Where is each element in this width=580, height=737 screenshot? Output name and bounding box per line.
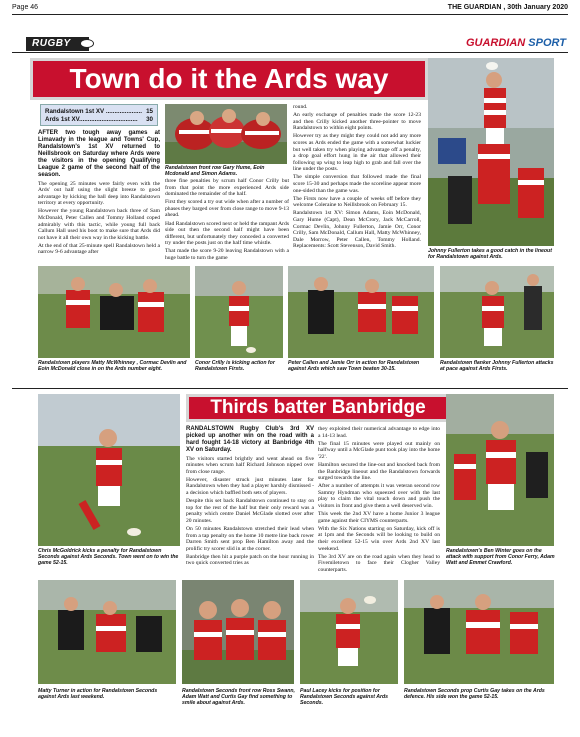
photo-front-row <box>165 104 287 164</box>
caption-ben-winter: Randalstown's Ben Winter goes on the attack with support from Conor Ferry, Adam Watt and Emmet Crawford. <box>446 548 555 566</box>
scorebox <box>40 104 158 126</box>
header-rule <box>12 14 568 15</box>
photo-crilly-kicking <box>195 266 283 358</box>
photo-front-row-seconds <box>182 580 294 684</box>
brand-left: GUARDIAN <box>465 37 526 49</box>
rugby-ball-icon <box>80 39 94 48</box>
caption-callen-orr: Peter Callen and Jamie Orr in action for Randalstown against Ards which saw Town beaten 30-15. <box>288 360 420 372</box>
photo-paul-lacey <box>300 580 398 684</box>
photo-fullerton-attack <box>440 266 554 358</box>
headline-2: Thirds batter Banbridge <box>186 394 450 422</box>
caption-curtis-gay: Randalstown Seconds prop Curtis Gay takes on the Ards defence. His side won the game 52-15. <box>404 688 545 700</box>
caption-front-row-seconds: Randalstown Seconds front row Ross Swann, Adam Watt and Curtis Gay find something to smile about against Ards. <box>182 688 295 706</box>
caption-fullerton-attack: Randalstown flanker Johnny Fullerton attacks at pace against Ards Firsts. <box>440 360 554 372</box>
article2-column-2: they exploited their numerical advantage to edge into a 14-13 lead. The final 15 minutes were played out mainly on halfway until a McGlade punt took play into the home '22'. Hamilton secured the line-out and knocked back from the Banbridge lineout and the Randalstown forwards surged towards the line. After a number of attempts it was veteran second row Sammy Hyndman who squeezed over with the last play to claim the vital touch down and push the visitors in front and give them a well deserved win. This week the 2nd XV have a home Junior 3 league game against their CIYMS counterparts. With the Six Nations starting on Saturday, kick off is at 1pm and the Seconds will be looking to build on their excellent 52-15 win over Ards 2nd XV last weekend. The 3rd XV are on the road again when they head to Fivemiletown to face their Clogher Valley counterparts. <box>318 426 440 573</box>
headline-1: Town do it the Ards way <box>30 58 428 100</box>
caption-crilly-kicking: Conor Crilly is kicking action for Randalstown Firsts. <box>195 360 275 372</box>
article2-column-1: RANDALSTOWN Rugby Club's 3rd XV picked up another win on the road with a hard fought 14-18 victory at Banbridge 4th XV on Saturday. The visitors started brightly and went ahead on five minutes when scrum half Richard Johnson nipped over from close range. However, disaster struck just minutes later for Randalstown when they had a player harshly dismissed - a decision which baffled both sets of players. Despite this set back Randalstown continued to stay on top for the rest of the half but their only reward was a penalty which centre Daniel McGlade slotted over after 20 minutes. On 50 minutes Randalstown stretched their lead when from a tap penalty on the home 10 metre line back rower Darren Smith sent prop Ben Hamilton away and the prolific try scorer slid in at the corner. Banbridge then hit a purple patch on the hour running in two quick converted tries as <box>186 426 314 567</box>
article1-column-3: round. An early exchange of penalties made the score 12-23 and then Crilly kicked another three-pointer to move Randalstown to within eight points. However try as they might they could not add any more scores as Ards ended the game with a somewhat luckier but well taken try when playing advantage off a penalty, a drop goal effort hung in the air that allowed their following up wing to leap high to grab and fall over the line under the posts. The simple conversion that followed made the final score 15-30 and perhaps made the scoreline appear more one-sided than the game was. The Firsts now have a couple of weeks off before they welcome Coleraine to Neillsbrook on February 15. Randalstown 1st XV: Simon Adams, Eoin McDonald, Gary Hume (Capt), Dean McCrory, Jack McCarroll, Cormac Devlin, Johnny Fullerton, Jamie Orr, Conor Crilly, Sam McDonald, Callum Hall, Matty McWhinney, Dale Morrow, Peter Callen, Tommy Holland. Replacements: Scott Stevenson, David Smith. <box>293 104 421 250</box>
score-row: Ards 1st XV.................................. 30 <box>45 116 153 123</box>
photo-matty-turner <box>38 580 176 684</box>
caption-front-row: Randalstown front row Gary Hume, Eoin Mcdonald and Simon Adams. <box>165 165 265 177</box>
photo-ards-number-eight <box>38 266 190 358</box>
page-number: Page 46 <box>12 4 39 11</box>
caption-mcgoldrick-penalty: Chris McGoldrick kicks a penalty for Randalstown Seconds against Ards Seconds. Town went on to win the game 52-15. <box>38 548 179 566</box>
photo-callen-orr <box>288 266 434 358</box>
caption-paul-lacey: Paul Lacey kicks for position for Randalstown Seconds against Ards Seconds. <box>300 688 389 706</box>
caption-ards-number-eight: Randalstown players Matty McWhinney , Cormac Devlin and Eoin McDonald close in on the Ards number eight. <box>38 360 187 372</box>
article1-column-1: AFTER two tough away games at Limavady in the league and Towns' Cup, Randalstown's 1st XV returned to Neillsbrook on Saturday where Ards were the visitors in the opening Qualifying League 2 game of the second half of the season. The opening 25 minutes were fairly even with the Ards' out half using the slight breeze to good advantage by kicking the ball deep into Randalstown territory at every opportunity. However the young Randalstown back three of Sam McDonald, Peter Callen and Tommy Holland coped admirably with this tactic, while young full back Callum Hall used his boot to make sure that Ards did not have it all their own way in the kicking battle. At the end of that 25-minute spell Randalstown held a narrow 9-6 advantage after <box>38 130 160 256</box>
photo-ben-winter <box>446 394 554 546</box>
caption-lineout: Johnny Fullerton takes a good catch in the lineout for Randalstown against Ards. <box>428 248 552 260</box>
photo-lineout <box>428 58 554 246</box>
photo-curtis-gay <box>404 580 554 684</box>
article-divider <box>12 388 568 389</box>
photo-mcgoldrick-penalty <box>38 394 180 546</box>
masthead: THE GUARDIAN , 30th January 2020 <box>447 4 568 11</box>
section-rule <box>12 52 568 53</box>
section-tag: RUGBY <box>26 37 89 51</box>
brand-right: SPORT <box>528 37 566 49</box>
article1-column-2: three fine penalties by scrum half Conor Crilly but from that point the more experienced Ards side dominated the remainder of the half. First they scored a try out wide when after a number of phases they barged over from close range to move 9-13 ahead. Had Randalstown scored next or held the rampant Ards side out then the second half might have been different, but unfortunately they conceded a converted try under the posts just on the half time whistle. That made the score 9-20 leaving Randalstown with a huge battle to turn the game <box>165 178 290 262</box>
caption-matty-turner: Matty Turner in action for Randalstown Seconds against Ards last weekend. <box>38 688 158 700</box>
score-row: Randalstown 1st XV ..................... 15 <box>45 108 153 115</box>
brand-logo <box>466 37 566 49</box>
